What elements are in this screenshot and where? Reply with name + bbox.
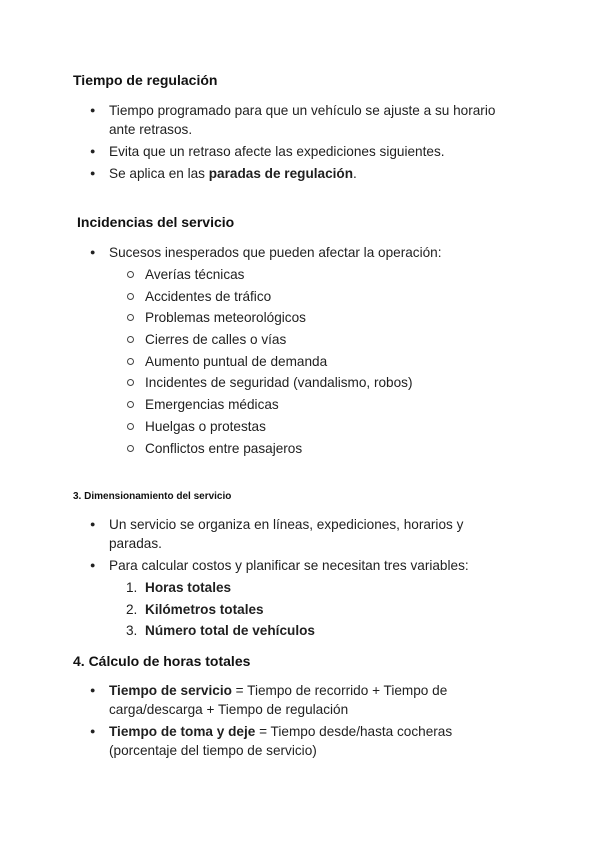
item-number: 1.: [126, 580, 138, 595]
item-number: 2.: [126, 601, 138, 617]
sublist-item: Emergencias médicas: [89, 395, 519, 417]
sublist-item: Conflictos entre pasajeros: [89, 439, 519, 461]
numbered-item: [89, 600, 489, 622]
sublist-item: Problemas meteorológicos: [89, 308, 519, 330]
item-label: Kilómetros totales: [145, 601, 264, 617]
list-item: ● Tiempo programado para que un vehículo se ajuste a su horario ante retrasos.: [89, 101, 519, 142]
list-item: ● Tiempo de toma y deje = Tiempo desde/hasta cocheras (porcentaje del tiempo de servicio): [89, 722, 469, 760]
item-label: Horas totales: [145, 580, 232, 595]
numbered-item: [89, 621, 489, 643]
sublist-item: Averías técnicas: [89, 265, 519, 287]
list-item: ● Tiempo de servicio = Tiempo de recorrido + Tiempo de carga/descarga + Tiempo de regulación: [89, 681, 469, 722]
sublist-item: Accidentes de tráfico: [89, 287, 519, 309]
section-list-regulacion: [89, 101, 519, 183]
section-list-incidencias: [89, 243, 519, 460]
item-label: Número total de vehículos: [145, 623, 315, 639]
list-item: ● Se aplica en las paradas de regulación.: [89, 164, 519, 183]
numbered-item: [89, 578, 489, 600]
sublist-item: Huelgas o protestas: [89, 417, 519, 439]
section-title-incidencias: Incidencias del servicio: [77, 214, 235, 230]
list-item: ● Evita que un retraso afecte las expediciones siguientes.: [89, 142, 519, 164]
sublist-item: Cierres de calles o vías: [89, 330, 519, 352]
sublist-item: Incidentes de seguridad (vandalismo, robos): [89, 373, 519, 395]
section-title-tiempo-regulacion: Tiempo de regulación: [73, 72, 218, 88]
variables-numbered-list: [89, 578, 489, 643]
section-title-dimensionamiento: 3. Dimensionamiento del servicio: [73, 491, 232, 502]
section-list-dimensionamiento: [89, 515, 489, 643]
item-number: 3.: [126, 623, 138, 639]
section-title-horas-totales: 4. Cálculo de horas totales: [73, 653, 251, 669]
list-item: ● Un servicio se organiza en líneas, expediciones, horarios y paradas.: [89, 515, 489, 556]
section-list-horas: [89, 681, 469, 760]
list-item: ● Para calcular costos y planificar se necesitan tres variables:: [89, 556, 489, 578]
sublist-item: Aumento puntual de demanda: [89, 352, 519, 374]
list-item: ● Sucesos inesperados que pueden afectar la operación:: [89, 243, 519, 265]
incidencias-sublist: [89, 265, 519, 460]
